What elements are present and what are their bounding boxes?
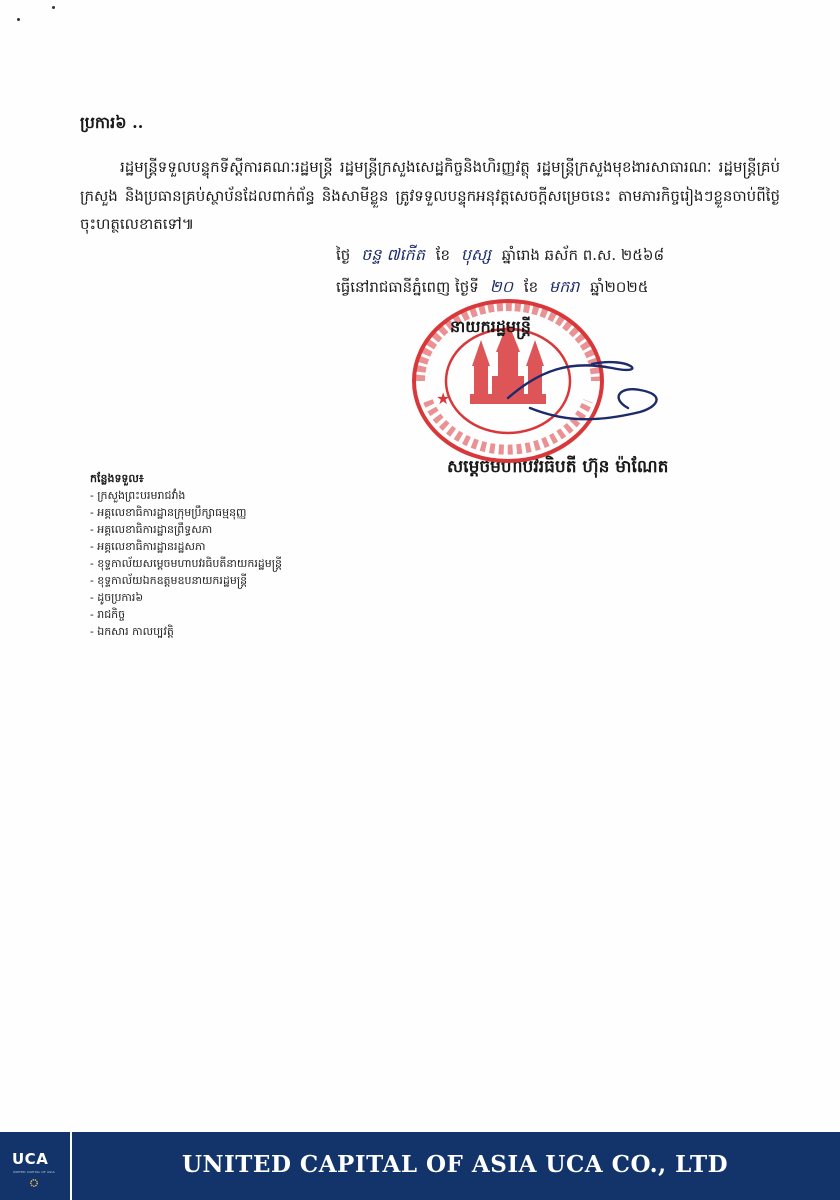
lunar-month-handwritten: បុស្ស (460, 245, 492, 264)
lunar-date-line (336, 244, 664, 268)
lunar-day-handwritten: ចន្ទ ៧កើត (361, 245, 425, 264)
recipients-title: កន្លែងទទួល៖ (90, 472, 144, 485)
recipient-item: - អគ្គលេខាធិការដ្ឋានក្រុមប្រឹក្សាធម្មនុញ្ញ (90, 506, 247, 520)
solar-month-handwritten: មករា (548, 277, 580, 296)
logo-subtext: UNITED CAPITAL OF ASIA (13, 1170, 55, 1174)
article-paragraph: រដ្ឋមន្ត្រីទទួលបន្ទុកទីស្តីការគណៈរដ្ឋមន្ត្រី រដ្ឋមន្ត្រីក្រសួងសេដ្ឋកិច្ចនិងហិរញ្ញវត្ថុ រដ្ឋមន្ត្រីក្រសួងមុខងារសាធារណៈ រដ្ឋមន្ត្រីគ្រប់ក្រសួង និងប្រធានគ្រប់ស្ថាប័នដែលពាក់ព័ន្ធ និងសាមីខ្លួន ត្រូវទទួលបន្ទុកអនុវត្តសេចក្តីសម្រេចនេះ តាមភារកិច្ចរៀងៗខ្លួនចាប់ពីថ្ងៃចុះហត្ថលេខាតទៅ៕ (80, 158, 780, 233)
lunar-month-label: ខែ (435, 246, 451, 264)
recipient-item: - អគ្គលេខាធិការដ្ឋានរដ្ឋសភា (90, 540, 206, 554)
solar-month-label: ខែ (523, 278, 539, 296)
signer-name: សម្តេចមហាបវរធិបតី ហ៊ុន ម៉ាណែត (447, 457, 669, 477)
recipient-item: - រាជកិច្ច (90, 608, 126, 622)
recipients-list (90, 487, 282, 640)
lunar-date-suffix: ឆ្នាំរោង ឆស័ក ព.ស. ២៥៦៨ (501, 246, 665, 264)
lunar-date-prefix: ថ្ងៃ (336, 246, 351, 264)
recipient-item: - ខុទ្ទកាល័យសម្តេចមហាបវរធិបតីនាយករដ្ឋមន្ត្រី (90, 557, 283, 571)
company-logo (0, 1132, 72, 1200)
recipient-item: - ឯកសារ កាលប្បវត្តិ (90, 625, 174, 639)
recipient-item: - ក្រសួងព្រះបរមរាជវាំង (90, 489, 186, 503)
recipient-item: - ខុទ្ទកាល័យឯកឧត្តមឧបនាយករដ្ឋមន្ត្រី (90, 574, 248, 588)
article-heading: ប្រការ៦ .. (80, 113, 144, 132)
recipient-item: - អគ្គលេខាធិការដ្ឋានព្រឹទ្ធសភា (90, 523, 213, 537)
scan-speck (17, 18, 20, 21)
logo-text: UCA (12, 1150, 49, 1168)
signer-role: នាយករដ្ឋមន្ត្រី (450, 317, 531, 336)
solar-date-prefix: ធ្វើនៅរាជធានីភ្នំពេញ ថ្ងៃទី (336, 278, 479, 296)
company-footer-banner (0, 1132, 840, 1200)
gear-icon (29, 1178, 39, 1188)
recipient-item: - ដូចប្រការ៦ (90, 591, 144, 605)
svg-text:★: ★ (436, 389, 451, 408)
handwritten-signature (500, 350, 670, 430)
recipients-block (90, 470, 282, 640)
company-name: UNITED CAPITAL OF ASIA UCA CO., LTD (181, 1151, 729, 1178)
solar-day-handwritten: ២០ (489, 277, 514, 296)
scan-speck (52, 6, 55, 9)
solar-date-suffix: ឆ្នាំ២០២៥ (590, 278, 649, 296)
